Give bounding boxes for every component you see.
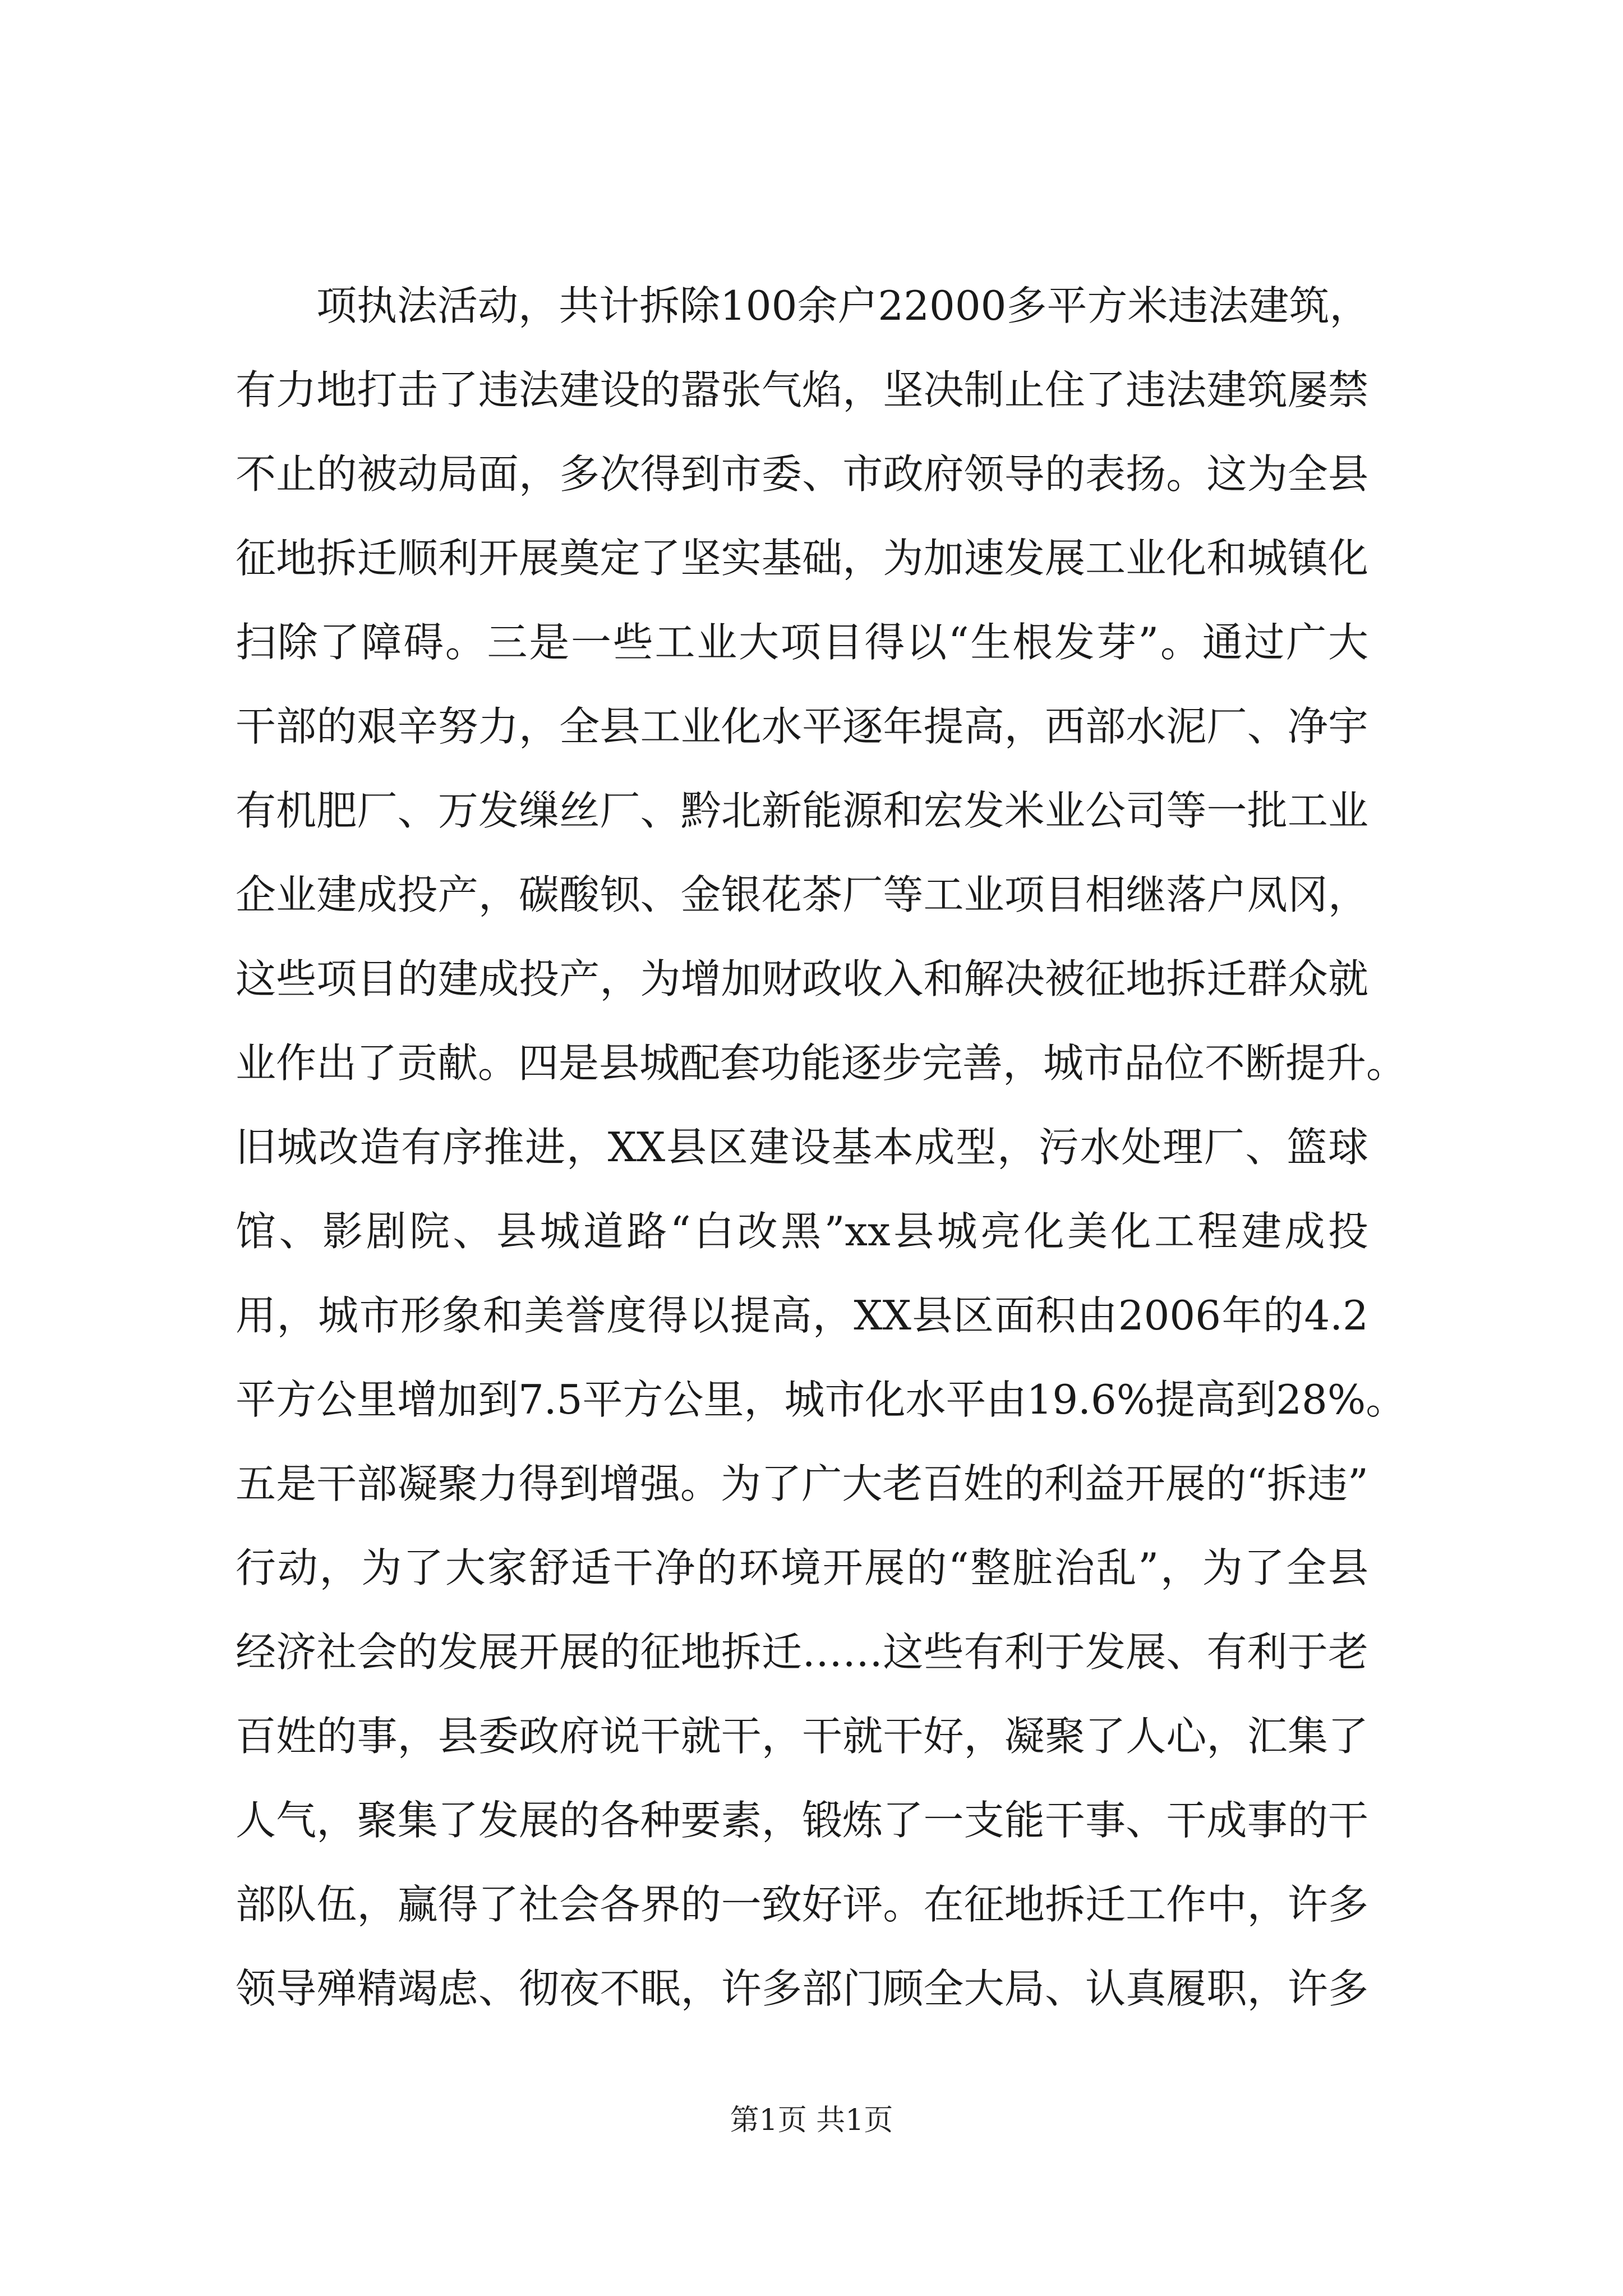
text-line: 用，城市形象和美誉度得以提高，XX县区面积由2006年的4.2 xyxy=(236,1292,1368,1339)
page-footer xyxy=(0,2098,1623,2143)
text-line: 企业建成投产，碳酸钡、金银花茶厂等工业项目相继落户凤冈， xyxy=(236,871,1368,918)
text-line: 业作出了贡献。四是县城配套功能逐步完善，城市品位不断提升。 xyxy=(236,1039,1407,1087)
text-line: 平方公里增加到7.5平方公里，城市化水平由19.6%提高到28%。 xyxy=(236,1376,1407,1423)
text-line: 领导殚精竭虑、彻夜不眠，许多部门顾全大局、认真履职，许多 xyxy=(236,1965,1368,2012)
text-line: 人气，聚集了发展的各种要素，锻炼了一支能干事、干成事的干 xyxy=(236,1797,1368,1844)
text-line: 扫除了障碍。三是一些工业大项目得以“生根发芽”。通过广大 xyxy=(236,619,1368,666)
text-line: 不止的被动局面，多次得到市委、市政府领导的表扬。这为全县 xyxy=(236,450,1368,498)
text-line: 经济社会的发展开展的征地拆迁……这些有利于发展、有利于老 xyxy=(236,1628,1368,1676)
text-line: 有机肥厂、万发缫丝厂、黔北新能源和宏发米业公司等一批工业 xyxy=(236,787,1368,834)
text-line: 干部的艰辛努力，全县工业化水平逐年提高，西部水泥厂、净宇 xyxy=(236,703,1368,750)
text-line: 征地拆迁顺利开展奠定了坚实基础，为加速发展工业化和城镇化 xyxy=(236,535,1368,582)
text-line: 这些项目的建成投产，为增加财政收入和解决被征地拆迁群众就 xyxy=(236,955,1368,1002)
body-paragraph xyxy=(236,264,1407,2031)
text-line: 项执法活动，共计拆除100余户22000多平方米违法建筑， xyxy=(316,282,1370,329)
text-line: 部队伍，赢得了社会各界的一致好评。在征地拆迁工作中，许多 xyxy=(236,1881,1368,1928)
text-line: 五是干部凝聚力得到增强。为了广大老百姓的利益开展的“拆违” xyxy=(236,1460,1368,1507)
text-line: 百姓的事，县委政府说干就干，干就干好，凝聚了人心，汇集了 xyxy=(236,1713,1368,1760)
text-line: 旧城改造有序推进，XX县区建设基本成型，污水处理厂、篮球 xyxy=(236,1124,1368,1171)
text-line: 行动，为了大家舒适干净的环境开展的“整脏治乱”，为了全县 xyxy=(236,1544,1368,1591)
text-line: 有力地打击了违法建设的嚣张气焰，坚决制止住了违法建筑屡禁 xyxy=(236,366,1368,413)
text-line: 馆、影剧院、县城道路“白改黑”xx县城亮化美化工程建成投 xyxy=(236,1208,1368,1255)
page-number-label: 第1页 共1页 xyxy=(730,2104,893,2137)
